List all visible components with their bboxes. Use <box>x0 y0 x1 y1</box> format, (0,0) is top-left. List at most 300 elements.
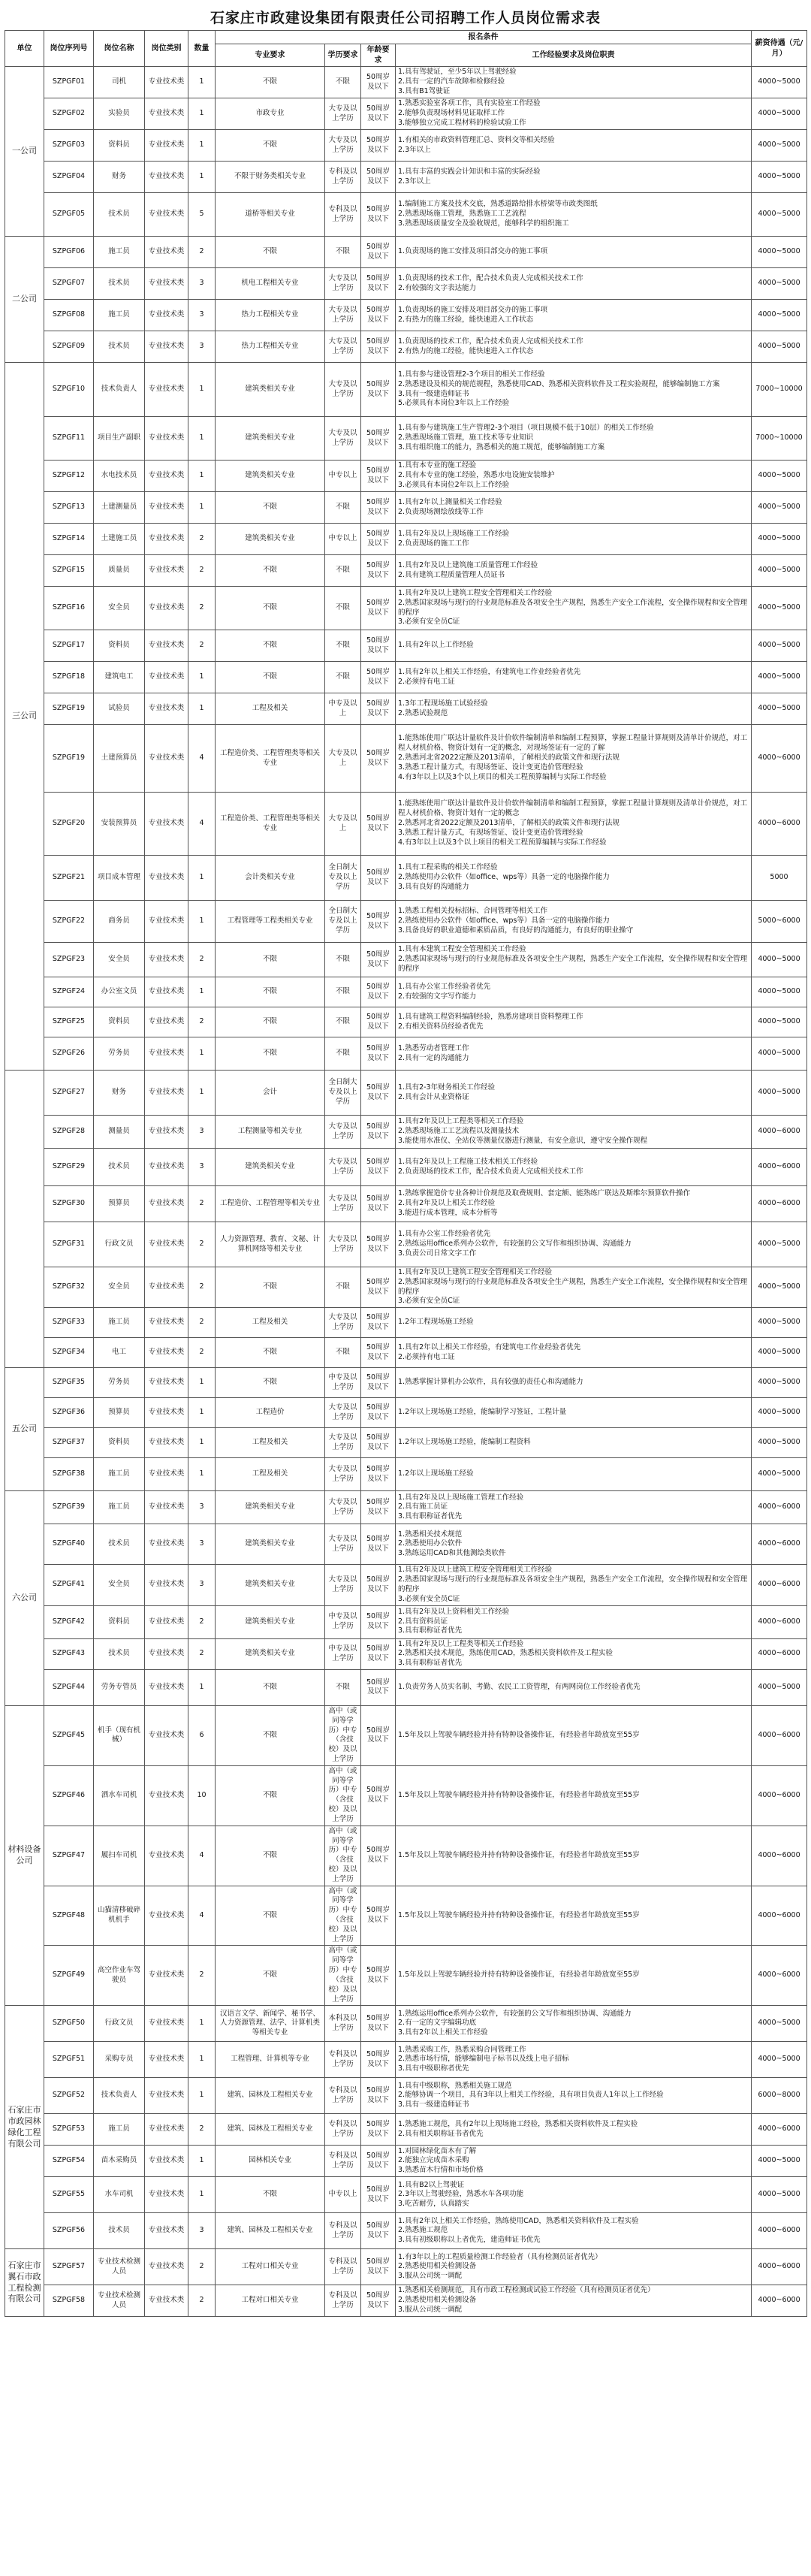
job-category-cell: 专业技术类 <box>145 1116 188 1149</box>
major-requirement-cell: 建筑类相关专业 <box>216 363 325 417</box>
headcount-cell: 1 <box>188 461 216 492</box>
education-requirement-cell: 不限 <box>325 587 361 630</box>
headcount-cell: 2 <box>188 1638 216 1669</box>
job-name-cell: 劳务员 <box>94 1037 145 1071</box>
headcount-cell: 1 <box>188 2042 216 2078</box>
table-row <box>5 1308 807 1338</box>
headcount-cell: 2 <box>188 2114 216 2146</box>
age-requirement-cell: 50周岁及以下 <box>361 300 396 331</box>
table-row <box>5 1705 807 1765</box>
header-duty: 工作经验要求及岗位职责 <box>396 44 752 67</box>
education-requirement-cell: 大专及以上学历 <box>325 331 361 363</box>
salary-cell: 4000~6000 <box>752 1605 807 1638</box>
job-category-cell: 专业技术类 <box>145 1886 188 1946</box>
headcount-cell: 1 <box>188 2006 216 2042</box>
major-requirement-cell: 市政专业 <box>216 98 325 130</box>
job-code-cell: SZPGF21 <box>44 856 94 901</box>
duty-requirements-cell: 1.具有工程采购的相关工作经验 2.熟练使用办公软件（如office、wps等）具备一定的电脑操作能力 3.具有良好的沟通能力 <box>396 856 752 901</box>
major-requirement-cell: 不限 <box>216 555 325 587</box>
duty-requirements-cell: 1.具有2年以上相关工作经验，有建筑电工作业经验者优先 2.必须持有电工证 <box>396 1338 752 1368</box>
job-name-cell: 技术员 <box>94 1524 145 1565</box>
duty-requirements-cell: 1.具有参与建设管理2-3个项目的相关工作经验 2.熟悉建设及相关的规范规程，熟悉使用CAD、熟悉相关资料软件及工程实验规程，能够编制施工方案 3.具有一级建造师证书 5.必须具有本岗位3年以上工作经验 <box>396 363 752 417</box>
duty-requirements-cell: 1.2年工程现场施工经验 <box>396 1308 752 1338</box>
table-row <box>5 901 807 943</box>
table-row <box>5 1071 807 1116</box>
job-name-cell: 预算员 <box>94 1398 145 1428</box>
job-category-cell: 专业技术类 <box>145 2078 188 2114</box>
table-row <box>5 300 807 331</box>
job-category-cell: 专业技术类 <box>145 524 188 555</box>
page-title: 石家庄市政建设集团有限责任公司招聘工作人员岗位需求表 <box>210 10 601 26</box>
age-requirement-cell: 50周岁及以下 <box>361 1222 396 1267</box>
duty-requirements-cell: 1.具有2年及以上现场施工工作经验 2.负责现场的施工工作 <box>396 524 752 555</box>
table-row <box>5 856 807 901</box>
headcount-cell: 4 <box>188 793 216 856</box>
major-requirement-cell: 不限 <box>216 977 325 1007</box>
job-code-cell: SZPGF27 <box>44 1071 94 1116</box>
age-requirement-cell: 50周岁及以下 <box>361 1071 396 1116</box>
job-name-cell: 测量员 <box>94 1116 145 1149</box>
job-name-cell: 专业技术检测人员 <box>94 2285 145 2316</box>
table-row <box>5 1565 807 1605</box>
job-category-cell: 专业技术类 <box>145 1638 188 1669</box>
table-row <box>5 1886 807 1946</box>
table-row <box>5 1669 807 1705</box>
job-name-cell: 商务员 <box>94 901 145 943</box>
duty-requirements-cell: 1.熟悉相关检测规范，具有市政工程检测或试验工作经验（具有检测员证者优先） 2.熟悉使用相关检测设备 3.服从公司统一调配 <box>396 2285 752 2316</box>
duty-requirements-cell: 1.熟悉采购工作，熟悉采购合同管理工作 2.熟悉市场行情，能够编制电子标书以及线上电子招标 3.具有中级职称者优先 <box>396 2042 752 2078</box>
job-code-cell: SZPGF15 <box>44 555 94 587</box>
salary-cell: 4000~6000 <box>752 1116 807 1149</box>
education-requirement-cell: 不限 <box>325 977 361 1007</box>
age-requirement-cell: 50周岁及以下 <box>361 461 396 492</box>
job-category-cell: 专业技术类 <box>145 461 188 492</box>
job-code-cell: SZPGF50 <box>44 2006 94 2042</box>
duty-requirements-cell: 1.具有2年及以上建筑工程安全管理相关工作经验 2.熟悉国家现场与现行的行业规范标准及各项安全生产规程，熟悉生产安全工作流程，安全操作规程和安全管理的程序 3.必须有安全员C证 <box>396 587 752 630</box>
unit-cell: 六公司 <box>5 1491 44 1706</box>
salary-cell: 4000~6000 <box>752 1491 807 1524</box>
job-category-cell: 专业技术类 <box>145 1368 188 1398</box>
job-category-cell: 专业技术类 <box>145 2213 188 2249</box>
education-requirement-cell: 本科及以上学历 <box>325 2006 361 2042</box>
education-requirement-cell: 不限 <box>325 630 361 662</box>
major-requirement-cell: 工程对口相关专业 <box>216 2249 325 2285</box>
duty-requirements-cell: 1.3年工程现场施工试验经验 2.熟悉试验规范 <box>396 693 752 725</box>
job-code-cell: SZPGF03 <box>44 130 94 162</box>
job-code-cell: SZPGF23 <box>44 943 94 977</box>
age-requirement-cell: 50周岁及以下 <box>361 98 396 130</box>
age-requirement-cell: 50周岁及以下 <box>361 1186 396 1222</box>
age-requirement-cell: 50周岁及以下 <box>361 1946 396 2006</box>
age-requirement-cell: 50周岁及以下 <box>361 1398 396 1428</box>
table-row <box>5 725 807 793</box>
education-requirement-cell: 专科及以上学历 <box>325 2078 361 2114</box>
table-row <box>5 1037 807 1071</box>
job-code-cell: SZPGF02 <box>44 98 94 130</box>
table-row <box>5 977 807 1007</box>
job-category-cell: 专业技术类 <box>145 237 188 268</box>
duty-requirements-cell: 1.具有建筑工程资料编制经验，熟悉房建项目资料整理工作 2.有相关资料员经验者优先 <box>396 1007 752 1037</box>
header-code: 岗位序列号 <box>44 31 94 67</box>
job-code-cell: SZPGF53 <box>44 2114 94 2146</box>
table-row <box>5 1428 807 1458</box>
major-requirement-cell: 不限 <box>216 1705 325 1765</box>
headcount-cell: 2 <box>188 587 216 630</box>
duty-requirements-cell: 1.2年以上现场施工经验，能编制工程资料 <box>396 1428 752 1458</box>
job-category-cell: 专业技术类 <box>145 2146 188 2177</box>
table-row <box>5 1765 807 1826</box>
major-requirement-cell: 工程造价、工程管理等相关专业 <box>216 1186 325 1222</box>
unit-cell: 三公司 <box>5 363 44 1071</box>
table-row <box>5 1398 807 1428</box>
job-name-cell: 苗木采购员 <box>94 2146 145 2177</box>
unit-cell: 二公司 <box>5 237 44 363</box>
salary-cell: 4000~5000 <box>752 1458 807 1491</box>
major-requirement-cell: 工程管理、计算机等专业 <box>216 2042 325 2078</box>
job-name-cell: 技术员 <box>94 1638 145 1669</box>
salary-cell: 4000~6000 <box>752 1149 807 1186</box>
duty-requirements-cell: 1.熟练运用office系列办公软件，有较强的公文写作和组织协调、沟通能力 2.有一定的文字编辑功底 3.具有2年以上相关工作经验 <box>396 2006 752 2042</box>
job-code-cell: SZPGF12 <box>44 461 94 492</box>
job-code-cell: SZPGF58 <box>44 2285 94 2316</box>
job-code-cell: SZPGF49 <box>44 1946 94 2006</box>
duty-requirements-cell: 1.负责劳务人员实名制、考勤、农民工工资管理，有两网岗位工作经验者优先 <box>396 1669 752 1705</box>
salary-cell: 4000~6000 <box>752 2213 807 2249</box>
age-requirement-cell: 50周岁及以下 <box>361 1116 396 1149</box>
salary-cell: 4000~6000 <box>752 725 807 793</box>
age-requirement-cell: 50周岁及以下 <box>361 193 396 237</box>
education-requirement-cell: 专科及以上学历 <box>325 2146 361 2177</box>
duty-requirements-cell: 1.具有2年及以上建筑工程安全管理相关工作经验 2.熟悉国家现场与现行的行业规范标准及各项安全生产规程，熟悉生产安全工作流程，安全操作规程和安全管理的程序 3.必须有安全员C证 <box>396 1267 752 1308</box>
job-category-cell: 专业技术类 <box>145 1826 188 1886</box>
job-category-cell: 专业技术类 <box>145 492 188 524</box>
duty-requirements-cell: 1.2年以上现场施工经验 <box>396 1458 752 1491</box>
table-row <box>5 2146 807 2177</box>
job-code-cell: SZPGF13 <box>44 492 94 524</box>
headcount-cell: 2 <box>188 1267 216 1308</box>
job-name-cell: 土建施工员 <box>94 524 145 555</box>
education-requirement-cell: 大专及以上学历 <box>325 1116 361 1149</box>
job-code-cell: SZPGF11 <box>44 417 94 461</box>
headcount-cell: 3 <box>188 1491 216 1524</box>
job-code-cell: SZPGF54 <box>44 2146 94 2177</box>
age-requirement-cell: 50周岁及以下 <box>361 1765 396 1826</box>
job-category-cell: 专业技术类 <box>145 363 188 417</box>
duty-requirements-cell: 1.5年及以上驾驶车辆经验并持有特种设备操作证，有经验者年龄放宽至55岁 <box>396 1826 752 1886</box>
unit-cell: 材料设备公司 <box>5 1705 44 2005</box>
header-conditions: 报名条件 <box>216 31 752 44</box>
education-requirement-cell: 专科及以上学历 <box>325 162 361 193</box>
job-code-cell: SZPGF16 <box>44 587 94 630</box>
table-row <box>5 1638 807 1669</box>
major-requirement-cell: 不限 <box>216 1368 325 1398</box>
table-row <box>5 693 807 725</box>
job-code-cell: SZPGF08 <box>44 300 94 331</box>
salary-cell: 4000~5000 <box>752 492 807 524</box>
age-requirement-cell: 50周岁及以下 <box>361 2177 396 2213</box>
table-row <box>5 67 807 98</box>
major-requirement-cell: 不限 <box>216 1267 325 1308</box>
headcount-cell: 1 <box>188 1458 216 1491</box>
duty-requirements-cell: 1.对园林绿化苗木有了解 2.能独立完成苗木采购 3.熟悉苗木行情和市场价格 <box>396 2146 752 2177</box>
job-name-cell: 资料员 <box>94 1007 145 1037</box>
job-code-cell: SZPGF35 <box>44 1368 94 1398</box>
header-major: 专业要求 <box>216 44 325 67</box>
major-requirement-cell: 工程管理等工程类相关专业 <box>216 901 325 943</box>
job-code-cell: SZPGF33 <box>44 1308 94 1338</box>
job-category-cell: 专业技术类 <box>145 417 188 461</box>
job-name-cell: 财务 <box>94 162 145 193</box>
education-requirement-cell: 不限 <box>325 1007 361 1037</box>
job-name-cell: 水车司机 <box>94 2177 145 2213</box>
job-category-cell: 专业技术类 <box>145 1186 188 1222</box>
headcount-cell: 1 <box>188 1368 216 1398</box>
table-row <box>5 162 807 193</box>
headcount-cell: 1 <box>188 2177 216 2213</box>
table-row <box>5 268 807 300</box>
education-requirement-cell: 大专及以上 <box>325 793 361 856</box>
salary-cell: 4000~5000 <box>752 1308 807 1338</box>
major-requirement-cell: 工程测量等相关专业 <box>216 1116 325 1149</box>
education-requirement-cell: 中专以上 <box>325 2177 361 2213</box>
headcount-cell: 2 <box>188 524 216 555</box>
education-requirement-cell: 大专及以上学历 <box>325 417 361 461</box>
education-requirement-cell: 中专及以上 <box>325 693 361 725</box>
education-requirement-cell: 大专及以上学历 <box>325 300 361 331</box>
headcount-cell: 2 <box>188 1605 216 1638</box>
salary-cell: 4000~6000 <box>752 1765 807 1826</box>
table-row <box>5 793 807 856</box>
education-requirement-cell: 不限 <box>325 1669 361 1705</box>
job-code-cell: SZPGF39 <box>44 1491 94 1524</box>
education-requirement-cell: 不限 <box>325 662 361 693</box>
salary-cell: 4000~5000 <box>752 1368 807 1398</box>
major-requirement-cell: 不限 <box>216 1338 325 1368</box>
age-requirement-cell: 50周岁及以下 <box>361 725 396 793</box>
salary-cell: 4000~5000 <box>752 300 807 331</box>
recruitment-table <box>5 30 807 2317</box>
job-name-cell: 机手（现有机械） <box>94 1705 145 1765</box>
major-requirement-cell: 工程造价类、工程管理类等相关专业 <box>216 725 325 793</box>
job-code-cell: SZPGF01 <box>44 67 94 98</box>
major-requirement-cell: 热力工程相关专业 <box>216 331 325 363</box>
headcount-cell: 1 <box>188 1071 216 1116</box>
major-requirement-cell: 建筑类相关专业 <box>216 524 325 555</box>
table-row <box>5 2285 807 2316</box>
major-requirement-cell: 建筑、园林及工程相关专业 <box>216 2213 325 2249</box>
job-code-cell: SZPGF26 <box>44 1037 94 1071</box>
duty-requirements-cell: 1.5年及以上驾驶车辆经验并持有特种设备操作证，有经验者年龄放宽至55岁 <box>396 1946 752 2006</box>
job-name-cell: 劳务专管员 <box>94 1669 145 1705</box>
job-code-cell: SZPGF18 <box>44 662 94 693</box>
education-requirement-cell: 大专及以上学历 <box>325 1186 361 1222</box>
job-code-cell: SZPGF55 <box>44 2177 94 2213</box>
table-row <box>5 1338 807 1368</box>
duty-requirements-cell: 1.负责现场的施工安排及项目部交办的施工事项 <box>396 237 752 268</box>
duty-requirements-cell: 1.具有驾驶证，至少5年以上驾驶经验 2.具有一定的汽车故障和检修经验 3.具有B1驾驶证 <box>396 67 752 98</box>
duty-requirements-cell: 1.具有2年以上测量相关工作经验 2.负责现场测绘放线等工作 <box>396 492 752 524</box>
education-requirement-cell: 大专及以上学历 <box>325 1149 361 1186</box>
table-row <box>5 1491 807 1524</box>
major-requirement-cell: 建筑类相关专业 <box>216 1149 325 1186</box>
age-requirement-cell: 50周岁及以下 <box>361 1826 396 1886</box>
job-name-cell: 财务 <box>94 1071 145 1116</box>
salary-cell: 4000~6000 <box>752 1638 807 1669</box>
job-code-cell: SZPGF42 <box>44 1605 94 1638</box>
job-category-cell: 专业技术类 <box>145 2114 188 2146</box>
table-row <box>5 2006 807 2042</box>
header-age: 年龄要求 <box>361 44 396 67</box>
age-requirement-cell: 50周岁及以下 <box>361 2006 396 2042</box>
job-category-cell: 专业技术类 <box>145 1669 188 1705</box>
job-name-cell: 施工员 <box>94 2114 145 2146</box>
age-requirement-cell: 50周岁及以下 <box>361 67 396 98</box>
duty-requirements-cell: 1.熟悉实验室各项工作，具有实验室工作经验 2.能够负责现场材料见证取样工作 3.能够独立完成工程材料的检验试验工作 <box>396 98 752 130</box>
header-name: 岗位名称 <box>94 31 145 67</box>
education-requirement-cell: 大专及以上学历 <box>325 1491 361 1524</box>
education-requirement-cell: 大专及以上学历 <box>325 1398 361 1428</box>
headcount-cell: 2 <box>188 555 216 587</box>
age-requirement-cell: 50周岁及以下 <box>361 856 396 901</box>
job-code-cell: SZPGF37 <box>44 1428 94 1458</box>
salary-cell: 4000~6000 <box>752 793 807 856</box>
job-code-cell: SZPGF19 <box>44 693 94 725</box>
job-name-cell: 试验员 <box>94 693 145 725</box>
table-row <box>5 417 807 461</box>
table-row <box>5 2177 807 2213</box>
education-requirement-cell: 专科及以上学历 <box>325 2114 361 2146</box>
unit-cell <box>5 1071 44 1368</box>
education-requirement-cell: 中专以上 <box>325 524 361 555</box>
age-requirement-cell: 50周岁及以下 <box>361 1428 396 1458</box>
age-requirement-cell: 50周岁及以下 <box>361 2285 396 2316</box>
job-name-cell: 项目生产副职 <box>94 417 145 461</box>
salary-cell: 4000~5000 <box>752 1428 807 1458</box>
job-category-cell: 专业技术类 <box>145 1491 188 1524</box>
job-name-cell: 建筑电工 <box>94 662 145 693</box>
job-category-cell: 专业技术类 <box>145 1149 188 1186</box>
age-requirement-cell: 50周岁及以下 <box>361 1458 396 1491</box>
job-code-cell: SZPGF29 <box>44 1149 94 1186</box>
job-code-cell: SZPGF06 <box>44 237 94 268</box>
headcount-cell: 1 <box>188 67 216 98</box>
table-row <box>5 2213 807 2249</box>
table-row <box>5 1149 807 1186</box>
duty-requirements-cell: 1.具有办公室工作经验者优先 2.熟练运用office系列办公软件，有较强的公文写作和组织协调、沟通能力 3.负责公司日常文字工作 <box>396 1222 752 1267</box>
headcount-cell: 2 <box>188 1946 216 2006</box>
duty-requirements-cell: 1.具有2年及以上工程类等相关工作经验 2.熟悉相关技术规范，熟练使用CAD，熟悉相关资料软件及工程实验 3.具有职称证者优先 <box>396 1638 752 1669</box>
duty-requirements-cell: 1.具有B2以上驾驶证 2.3年以上驾驶经验，熟悉水车各项功能 3.吃苦耐劳，认真踏实 <box>396 2177 752 2213</box>
job-name-cell: 安全员 <box>94 1565 145 1605</box>
salary-cell: 4000~5000 <box>752 268 807 300</box>
job-code-cell: SZPGF34 <box>44 1338 94 1368</box>
duty-requirements-cell: 1.负责现场的技术工作，配合技术负责人完成相关技术工作 2.有热力的施工经验，能快速进入工作状态 <box>396 331 752 363</box>
job-category-cell: 专业技术类 <box>145 1037 188 1071</box>
duty-requirements-cell: 1.具有本专业的施工经验 2.具有本专业的施工经验，熟悉水电设施安装维护 3.必须具有本岗位2年以上工作经验 <box>396 461 752 492</box>
major-requirement-cell: 工程及相关 <box>216 1428 325 1458</box>
job-category-cell: 专业技术类 <box>145 193 188 237</box>
age-requirement-cell: 50周岁及以下 <box>361 630 396 662</box>
salary-cell: 4000~6000 <box>752 2249 807 2285</box>
salary-cell: 4000~5000 <box>752 67 807 98</box>
job-name-cell: 技术负责人 <box>94 363 145 417</box>
major-requirement-cell: 机电工程相关专业 <box>216 268 325 300</box>
age-requirement-cell: 50周岁及以下 <box>361 793 396 856</box>
job-code-cell: SZPGF43 <box>44 1638 94 1669</box>
age-requirement-cell: 50周岁及以下 <box>361 1669 396 1705</box>
job-code-cell: SZPGF47 <box>44 1826 94 1886</box>
major-requirement-cell: 建筑类相关专业 <box>216 1524 325 1565</box>
salary-cell: 4000~5000 <box>752 977 807 1007</box>
age-requirement-cell: 50周岁及以下 <box>361 555 396 587</box>
headcount-cell: 6 <box>188 1705 216 1765</box>
job-code-cell: SZPGF57 <box>44 2249 94 2285</box>
education-requirement-cell: 中专及以上学历 <box>325 1605 361 1638</box>
salary-cell: 4000~6000 <box>752 1826 807 1886</box>
job-category-cell: 专业技术类 <box>145 1308 188 1338</box>
headcount-cell: 3 <box>188 1116 216 1149</box>
headcount-cell: 2 <box>188 630 216 662</box>
major-requirement-cell: 不限 <box>216 237 325 268</box>
job-code-cell: SZPGF41 <box>44 1565 94 1605</box>
education-requirement-cell: 不限 <box>325 943 361 977</box>
job-category-cell: 专业技术类 <box>145 725 188 793</box>
age-requirement-cell: 50周岁及以下 <box>361 1705 396 1765</box>
major-requirement-cell: 建筑类相关专业 <box>216 1638 325 1669</box>
table-row <box>5 193 807 237</box>
education-requirement-cell: 大专及以上学历 <box>325 1222 361 1267</box>
job-code-cell: SZPGF48 <box>44 1886 94 1946</box>
job-category-cell: 专业技术类 <box>145 1222 188 1267</box>
age-requirement-cell: 50周岁及以下 <box>361 1267 396 1308</box>
job-category-cell: 专业技术类 <box>145 1765 188 1826</box>
table-row <box>5 1826 807 1886</box>
header-salary: 薪资待遇（元/月） <box>752 31 807 67</box>
salary-cell: 4000~5000 <box>752 524 807 555</box>
duty-requirements-cell: 1.5年及以上驾驶车辆经验并持有特种设备操作证，有经验者年龄放宽至55岁 <box>396 1886 752 1946</box>
job-category-cell: 专业技术类 <box>145 693 188 725</box>
job-name-cell: 电工 <box>94 1338 145 1368</box>
major-requirement-cell: 道桥等相关专业 <box>216 193 325 237</box>
headcount-cell: 1 <box>188 2146 216 2177</box>
salary-cell: 4000~5000 <box>752 943 807 977</box>
age-requirement-cell: 50周岁及以下 <box>361 1886 396 1946</box>
job-category-cell: 专业技术类 <box>145 2006 188 2042</box>
headcount-cell: 1 <box>188 1398 216 1428</box>
table-row <box>5 1458 807 1491</box>
salary-cell: 4000~5000 <box>752 331 807 363</box>
job-category-cell: 专业技术类 <box>145 587 188 630</box>
table-row <box>5 461 807 492</box>
headcount-cell: 2 <box>188 237 216 268</box>
salary-cell: 4000~5000 <box>752 1222 807 1267</box>
job-code-cell: SZPGF07 <box>44 268 94 300</box>
job-category-cell: 专业技术类 <box>145 1605 188 1638</box>
major-requirement-cell: 汉语言文学、新闻学、秘书学、人力资源管理、法学、计算机类等相关专业 <box>216 2006 325 2042</box>
salary-cell: 4000~6000 <box>752 1886 807 1946</box>
duty-requirements-cell: 1.具有丰富的实践会计知识和丰富的实际经验 2.3年以上 <box>396 162 752 193</box>
salary-cell: 4000~5000 <box>752 587 807 630</box>
age-requirement-cell: 50周岁及以下 <box>361 331 396 363</box>
table-row <box>5 130 807 162</box>
salary-cell: 4000~5000 <box>752 693 807 725</box>
age-requirement-cell: 50周岁及以下 <box>361 237 396 268</box>
major-requirement-cell: 不限 <box>216 67 325 98</box>
major-requirement-cell: 不限 <box>216 662 325 693</box>
duty-requirements-cell: 1.具有2年及以上工程类等相关工作经验 2.熟悉现场施工工艺流程以及测量技术 3.能使用水准仪、全站仪等测量仪器进行测量，有安全意识，遵守安全操作规程 <box>396 1116 752 1149</box>
education-requirement-cell: 专科及以上学历 <box>325 2285 361 2316</box>
job-name-cell: 劳务员 <box>94 1368 145 1398</box>
